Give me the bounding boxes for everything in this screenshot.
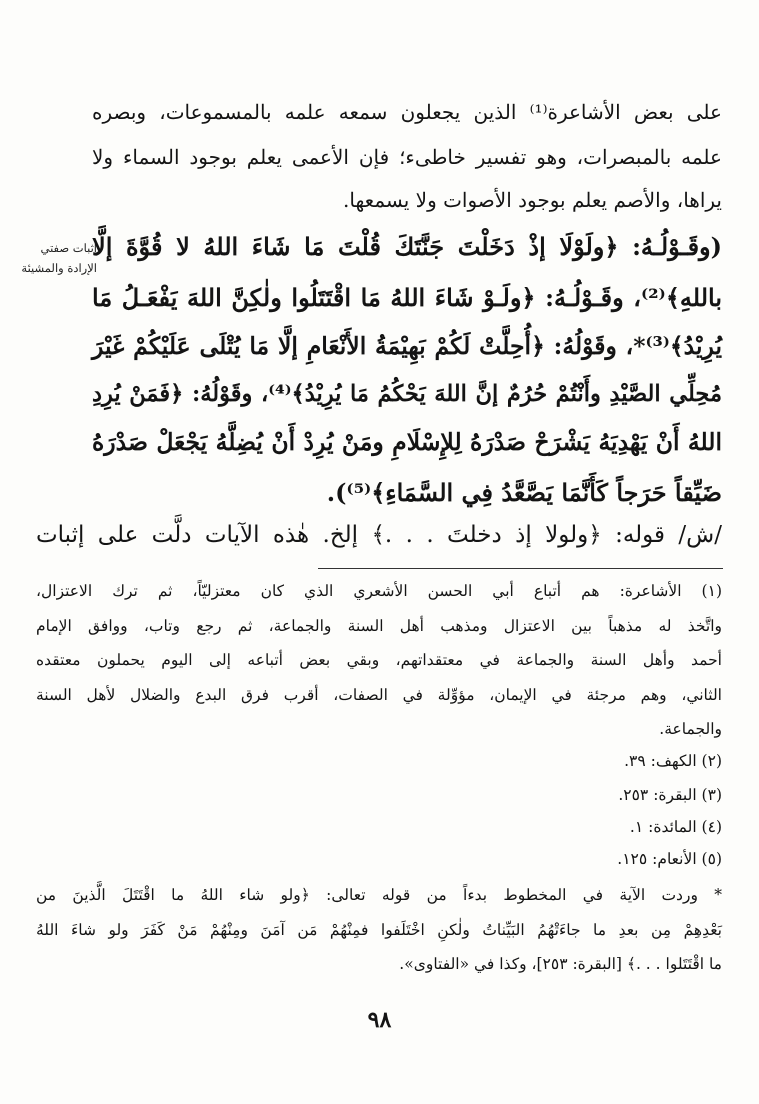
star-note-line-1: * وردت الآية في المخطوط بدءاً من قوله تعالى: ﴿ولو شاء اللهُ ما اقْتَتَلَ الَّذينَ من xyxy=(36,886,722,904)
intro-line-3: يراها، والأصم يعلم بوجود الأصوات ولا يسمعها. xyxy=(343,188,722,212)
footnote-separator xyxy=(318,568,723,569)
footnote-1-line-4: الثاني، وهم مرجئة في الإيمان، مؤوِّلة في الصفات، أقرب فرق البدع والضلال لأهل السنة xyxy=(36,686,722,704)
footnote-1-line-2: واتَّخذ له مذهباً بين الاعتزال ومذهب أهل السنة والجماعة، ثم رجع وتاب، ووافق الإمام xyxy=(36,617,722,635)
verse-line-5: اللهُ أَنْ يَهْدِيَهُ يَشْرَحْ صَدْرَهُ لِلإِسْلَامِ ومَنْ يُرِدْ أَنْ يُضِلَّهُ يَجْعَلْ صَدْرَهُ xyxy=(92,428,722,456)
verse-line-3: يُرِيْدُ﴾⁽³⁾*، وقَوْلُهُ: ﴿أُحِلَّتْ لَكُمْ بَهِيْمَةُ الأَنْعَامِ إلَّا مَا يُتْلَى عَلَيْكُمْ غَيْرَ xyxy=(92,332,722,360)
footnote-3: (٣) البقرة: ٢٥٣. xyxy=(618,786,722,804)
verse-line-6: ضَيِّقاً حَرَجاً كَأَنَّمَا يَصَّعَّدُ فِي السَّمَاءِ﴾⁽⁵⁾). xyxy=(326,478,722,507)
margin-note-line-2: الإرادة والمشيئة xyxy=(21,261,97,275)
footnote-1-line-5: والجماعة. xyxy=(659,720,722,738)
footnote-1-line-3: أحمد وأهل السنة والجماعة في معتقداتهم، وبقي بعض أتباعه إلى اليوم يحملون معتقده xyxy=(36,651,722,669)
margin-note xyxy=(1,238,97,278)
verse-line-1: (وقَـوْلُـهُ: ﴿ولَوْلَا إذْ دَخَلْتَ جَنَّتَكَ قُلْتَ مَا شَاءَ اللهُ لا قُوَّةَ إلَّا xyxy=(92,232,722,261)
footnote-2: (٢) الكهف: ٣٩. xyxy=(624,752,722,770)
star-note-line-2: بَعْدِهِمْ مِن بعدِ ما جاءَتْهُمُ البَيِّناتُ ولٰكنِ اخْتَلَفوا فمِنْهُمْ مَن آمَنَ ومِنْهُمْ مَنْ كَفَرَ ولو شاءَ اللهُ xyxy=(36,921,722,939)
footnote-5: (٥) الأنعام: ١٢٥. xyxy=(617,850,722,868)
commentary-line: /ش/ قوله: ﴿ولولا إذ دخلتَ . . .﴾ إلخ. هٰذه الآيات دلَّت على إثبات xyxy=(36,522,722,548)
page-number: ٩٨ xyxy=(367,1007,392,1033)
verse-line-2: باللهِ﴾⁽²⁾، وقَـوْلُـهُ: ﴿ولَـوْ شَاءَ اللهُ مَا اقْتَتَلُوا ولٰكِنَّ اللهَ يَفْعَـلُ مَا xyxy=(92,283,722,312)
star-note-line-3: ما اقْتَتَلوا . . .﴾ [البقرة: ٢٥٣]، وكذا في «الفتاوى». xyxy=(399,955,722,973)
margin-note-line-1: إثبات صفتي xyxy=(40,241,97,255)
footnote-4: (٤) المائدة: ١. xyxy=(629,818,722,836)
intro-line-2: علمه بالمبصرات، وهو تفسير خاطىء؛ فإن الأعمى يعلم بوجود السماء ولا xyxy=(92,145,722,169)
intro-line-1: على بعض الأشاعرة⁽¹⁾ الذين يجعلون سمعه علمه بالمسموعات، وبصره xyxy=(92,100,722,124)
verse-line-4: مُحِلِّي الصَّيْدِ وأَنْتُمْ حُرُمٌ إنَّ اللهَ يَحْكُمُ مَا يُرِيْدُ﴾⁽⁴⁾، وقَوْلُهُ: ﴿فَمَنْ يُرِدِ xyxy=(92,381,722,407)
footnote-1-line-1: (١) الأشاعرة: هم أتباع أبي الحسن الأشعري الذي كان معتزليّاً، ثم ترك الاعتزال، xyxy=(36,582,722,600)
